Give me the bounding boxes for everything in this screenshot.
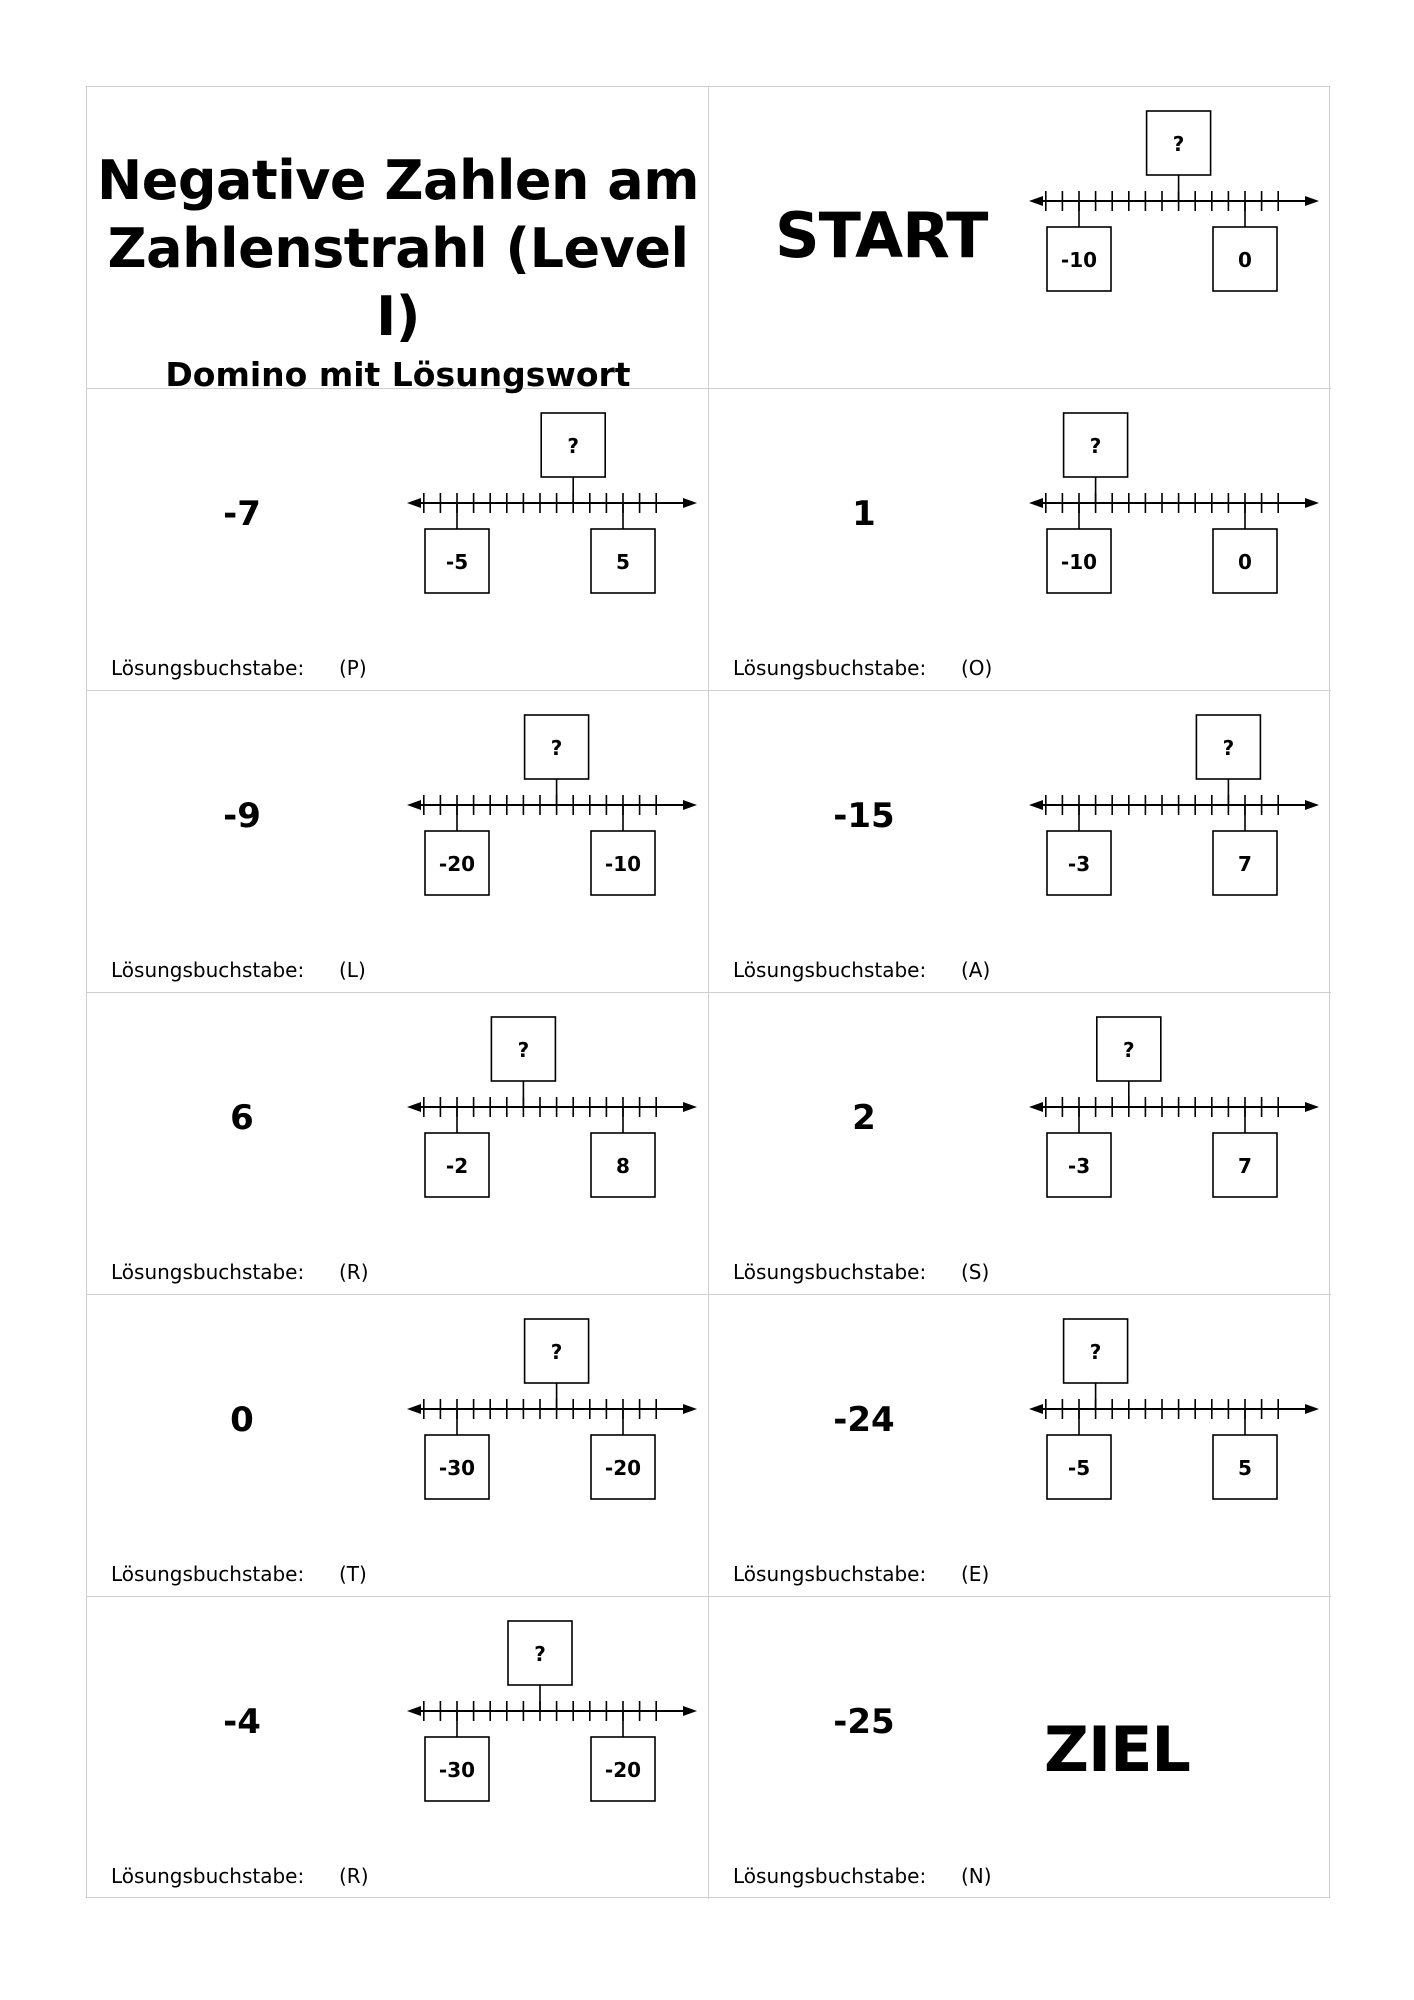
left-value: -5: [1067, 1456, 1091, 1480]
right-value-box: [1213, 1133, 1277, 1197]
left-value-box: [1047, 1435, 1111, 1499]
number-line: [407, 1017, 697, 1217]
domino-card: [87, 1295, 709, 1597]
domino-card: [87, 691, 709, 993]
number-line-axis: [1029, 477, 1319, 529]
right-value: -20: [604, 1456, 642, 1480]
left-value-box: [425, 1133, 489, 1197]
number-line-axis: [407, 1081, 697, 1133]
number-line-axis: [1029, 1383, 1319, 1435]
question-box: [1064, 1319, 1128, 1383]
left-value: -5: [445, 550, 469, 574]
solution-letter: (S): [961, 1260, 990, 1284]
left-value: -30: [438, 1456, 476, 1480]
question-mark: ?: [550, 1340, 563, 1364]
solution-letter-label: Lösungsbuchstabe:: [111, 958, 305, 982]
answer-value: -7: [223, 494, 261, 534]
question-mark: ?: [1172, 132, 1185, 156]
solution-letter-row: [111, 1260, 369, 1284]
question-box: [508, 1621, 572, 1685]
domino-card: [87, 993, 709, 1295]
solution-letter: (T): [339, 1562, 367, 1586]
left-value: -3: [1067, 852, 1091, 876]
title-line-2: Zahlenstrahl (Level I): [107, 217, 689, 348]
solution-letter-row: [111, 1562, 367, 1586]
right-value-box: [1213, 831, 1277, 895]
solution-letter: (O): [961, 656, 993, 680]
right-value: 5: [616, 550, 630, 574]
left-value-box: [425, 831, 489, 895]
left-value-box: [1047, 227, 1111, 291]
question-box: [1097, 1017, 1161, 1081]
right-value-box: [1213, 1435, 1277, 1499]
answer-value: 2: [852, 1098, 876, 1138]
solution-letter: (R): [339, 1864, 369, 1888]
title-block: [87, 147, 709, 397]
solution-letter-row: [733, 1864, 992, 1888]
right-value: 5: [1238, 1456, 1252, 1480]
domino-card: [87, 389, 709, 691]
question-box: [1147, 111, 1211, 175]
right-value-box: [1213, 227, 1277, 291]
right-value-box: [591, 1737, 655, 1801]
solution-letter-row: [111, 656, 367, 680]
left-value-box: [425, 529, 489, 593]
right-value: 0: [1238, 550, 1252, 574]
left-value-box: [425, 1435, 489, 1499]
number-line: [1029, 1017, 1319, 1217]
right-value: 7: [1238, 1154, 1252, 1178]
question-box: [525, 1319, 589, 1383]
answer-value: -25: [833, 1702, 895, 1742]
domino-card: [709, 1295, 1331, 1597]
number-line: [1029, 1319, 1319, 1519]
left-value: -10: [1060, 248, 1098, 272]
solution-letter-row: [111, 958, 366, 982]
question-mark: ?: [1122, 1038, 1135, 1062]
right-value: 0: [1238, 248, 1252, 272]
domino-card: [709, 389, 1331, 691]
number-line-axis: [1029, 1081, 1319, 1133]
right-value-box: [591, 831, 655, 895]
question-mark: ?: [534, 1642, 546, 1666]
question-mark: ?: [567, 434, 580, 458]
left-value: -10: [1060, 550, 1098, 574]
number-line: [407, 715, 697, 915]
number-line: [1029, 111, 1319, 311]
number-line-axis: [1029, 779, 1319, 831]
number-line: [1029, 715, 1319, 915]
subtitle: Domino mit Lösungswort: [165, 355, 631, 394]
right-value: 7: [1238, 852, 1252, 876]
question-mark: ?: [1089, 1340, 1102, 1364]
number-line-axis: [1029, 175, 1319, 227]
number-line-axis: [407, 1383, 697, 1435]
domino-card: [87, 1597, 709, 1899]
answer-value: -9: [223, 796, 261, 836]
goal-card: [709, 1597, 1331, 1899]
question-mark: ?: [1089, 434, 1102, 458]
solution-letter: (L): [339, 958, 366, 982]
number-line-axis: [407, 1685, 697, 1737]
solution-letter-label: Lösungsbuchstabe:: [111, 1562, 305, 1586]
solution-letter: (R): [339, 1260, 369, 1284]
right-value-box: [1213, 529, 1277, 593]
number-line: [407, 413, 697, 613]
solution-letter-label: Lösungsbuchstabe:: [733, 1562, 927, 1586]
number-line: [1029, 413, 1319, 613]
solution-letter: (N): [961, 1864, 992, 1888]
left-value-box: [425, 1737, 489, 1801]
question-mark: ?: [517, 1038, 530, 1062]
solution-letter: (E): [961, 1562, 990, 1586]
number-line: [407, 1621, 697, 1821]
question-mark: ?: [1222, 736, 1235, 760]
answer-value: -15: [833, 796, 895, 836]
left-value: -2: [445, 1154, 469, 1178]
solution-letter-label: Lösungsbuchstabe:: [111, 1864, 305, 1888]
right-value: -20: [604, 1758, 642, 1782]
solution-letter-label: Lösungsbuchstabe:: [111, 1260, 305, 1284]
goal-label: ZIEL: [1044, 1713, 1190, 1786]
right-value-box: [591, 529, 655, 593]
question-box: [491, 1017, 555, 1081]
left-value-box: [1047, 831, 1111, 895]
left-value-box: [1047, 529, 1111, 593]
question-box: [1196, 715, 1260, 779]
domino-card: [709, 993, 1331, 1295]
solution-letter: (A): [961, 958, 991, 982]
answer-value: 6: [230, 1098, 254, 1138]
left-value-box: [1047, 1133, 1111, 1197]
solution-letter-row: [733, 958, 991, 982]
left-value: -3: [1067, 1154, 1091, 1178]
solution-letter-label: Lösungsbuchstabe:: [733, 958, 927, 982]
number-line-axis: [407, 779, 697, 831]
start-card: [709, 87, 1331, 389]
left-value: -30: [438, 1758, 476, 1782]
question-mark: ?: [550, 736, 563, 760]
question-box: [525, 715, 589, 779]
start-label: START: [775, 199, 988, 272]
question-box: [541, 413, 605, 477]
answer-value: -24: [833, 1400, 895, 1440]
domino-card: [709, 691, 1331, 993]
solution-letter-label: Lösungsbuchstabe:: [111, 656, 305, 680]
right-value-box: [591, 1435, 655, 1499]
solution-letter-row: [733, 1260, 990, 1284]
solution-letter-row: [733, 656, 993, 680]
solution-letter-label: Lösungsbuchstabe:: [733, 1864, 927, 1888]
solution-letter: (P): [339, 656, 367, 680]
solution-letter-label: Lösungsbuchstabe:: [733, 656, 927, 680]
domino-sheet: [86, 86, 1330, 1898]
title-card: [87, 87, 709, 394]
number-line: [407, 1319, 697, 1519]
question-box: [1064, 413, 1128, 477]
solution-letter-row: [733, 1562, 990, 1586]
solution-letter-label: Lösungsbuchstabe:: [733, 1260, 927, 1284]
right-value-box: [591, 1133, 655, 1197]
left-value: -20: [438, 852, 476, 876]
title-line-1: Negative Zahlen am: [97, 149, 699, 212]
solution-letter-row: [111, 1864, 369, 1888]
number-line-axis: [407, 477, 697, 529]
right-value: 8: [616, 1154, 630, 1178]
answer-value: -4: [223, 1702, 261, 1742]
right-value: -10: [604, 852, 642, 876]
answer-value: 0: [230, 1400, 254, 1440]
answer-value: 1: [852, 494, 876, 534]
